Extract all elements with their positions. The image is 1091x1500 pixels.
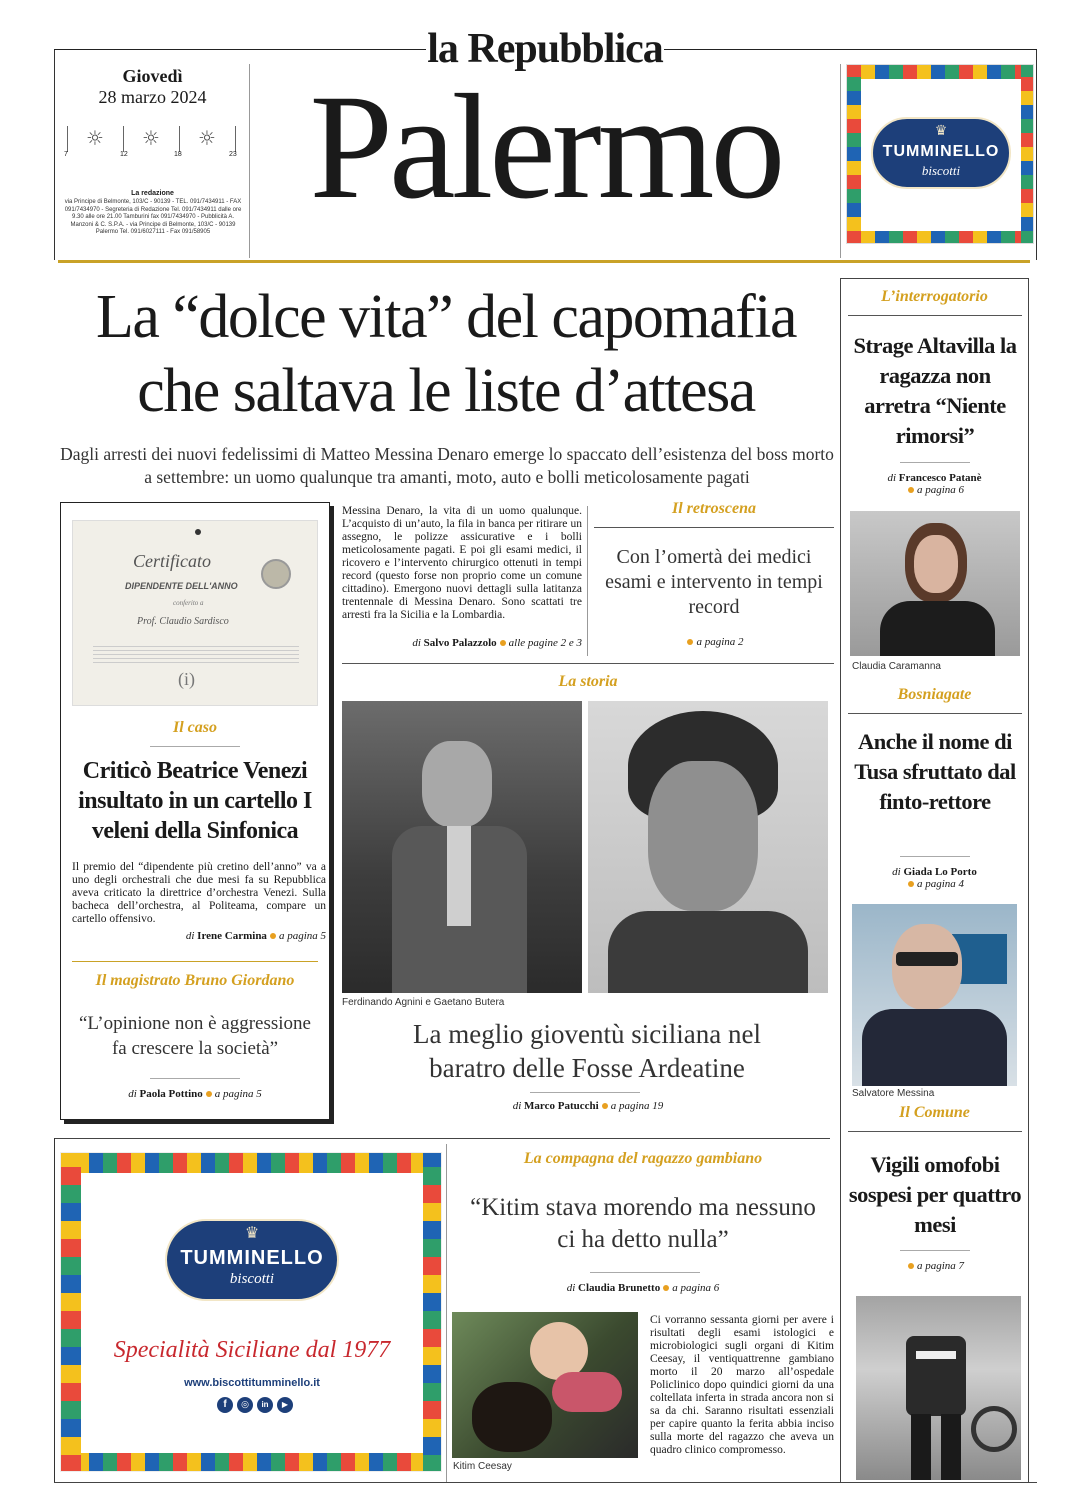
ad-bottom-brand: TUMMINELLO [180,1247,324,1269]
photo-agnini [342,701,582,993]
date-day: Giovedì [122,66,183,86]
sun-icon: ☼ [86,126,104,150]
certificate-title: Certificato [133,551,211,571]
storia-title: La meglio gioventù siciliana nel baratro delle Fosse Ardeatine [413,1019,761,1083]
ad-bottom-sub: biscotti [229,1271,275,1287]
redazione-text: via Principe di Belmonte, 103/C - 90139 - TEL. 091/7434911 - FAX 091/7434970 - Segreteria di Redazione Tel. 091/7434911 dalle ore 9.30 alle ore 21.00 Tamburini fax 091/7434970 - Pubblicità A. Manzoni & C. S.P.A. - via Principe di Belmonte, 103/C - 90139 Palermo Tel. 091/6027111 - Fax 091/58905 [64,199,242,235]
compagna-body: Ci vorranno sessanta giorni per avere i risultati degli esami istologici e microbiologici sugli organi di Kitim Ceesay, il ventiquattrenne gambiano morto il 20 marzo all’ospedale Policlinico dopo quindici giorni da una coltellata inferta in strada ancora non si sa da chi. Saranno risultati essenziali per capire quanto la ferita abbia inciso sulla morte del ragazzo che aveva un quadro clinico compromesso. [650,1314,834,1456]
photo-messina [852,904,1017,1086]
linkedin-icon[interactable]: in [257,1397,273,1413]
certificate-image [72,520,318,706]
comune-byline: a pagina 7 [843,1260,1026,1272]
magistrato-byline: di Paola Pottino a pagina 5 [128,1088,262,1100]
social-icons [217,1397,297,1415]
facebook-icon[interactable]: f [217,1397,233,1413]
seal-icon [261,559,291,589]
ad-bottom-url[interactable]: www.biscottitumminello.it [184,1377,320,1389]
photo-caramanna [850,511,1020,656]
ad-top[interactable] [846,64,1034,244]
interrogatorio-title: Strage Altavilla la ragazza non arretra “Niente rimorsi” [853,333,1017,448]
city-title: Palermo [309,64,782,230]
bosniagate-kicker: Bosniagate [897,686,972,703]
lead-byline: di Salvo Palazzolo alle pagine 2 e 3 [412,637,582,649]
certificate-conferito: conferito a [173,599,204,607]
storia-byline: di Marco Patucchi a pagina 19 [512,1100,664,1112]
magistrato-kicker: Il magistrato Bruno Giordano [95,972,295,989]
interrogatorio-kicker: L’interrogatorio [881,288,988,305]
date: 28 marzo 2024 [98,87,207,107]
sun-icon: ☼ [142,126,160,150]
brand-logo: la Repubblica [427,26,663,72]
compagna-byline: di Claudia Brunetto a pagina 6 [566,1282,720,1294]
ad-bottom-badge [165,1219,339,1301]
weather-hour: 7 [64,151,68,158]
caso-byline: di Irene Carmina a pagina 5 [185,930,326,942]
retroscena-kicker: Il retroscena [672,500,756,517]
retroscena-title: Con l’omertà dei medici esami e intervento in tempi record [605,546,823,618]
storia-kicker: La storia [558,673,618,690]
lead-headline-line-2: che saltava le liste d’attesa [137,357,755,425]
compagna-caption: Kitim Ceesay [453,1461,512,1472]
interrogatorio-byline: di Francesco Patanè a pagina 6 [887,472,982,496]
bosniagate-byline: di Giada Lo Porto a pagina 4 [892,866,977,890]
storia-caption: Ferdinando Agnini e Gaetano Butera [342,997,505,1008]
photo-vigili [856,1296,1021,1480]
caso-kicker: Il caso [173,719,217,736]
weather-hour: 18 [174,151,182,158]
ad-top-sub: biscotti [921,163,961,178]
certificate-mark: (i) [178,669,195,689]
photo-kitim [452,1312,638,1458]
compagna-kicker: La compagna del ragazzo gambiano [523,1150,763,1167]
magistrato-quote: “L’opinione non è aggressione fa crescere la società” [79,1013,311,1059]
sun-icon: ☼ [198,126,216,150]
retroscena-page: a pagina 2 [594,636,834,648]
photo-butera [588,701,828,993]
caso-body: Il premio del “dipendente più cretino dell’anno” va a uno degli orchestrali che due mesi fa su Repubblica aveva criticato la direttrice d’orchestra Venezi. Sulla bacheca dell’orchestra, al Politeama, compare un cartello offensivo. [72,861,326,925]
weather-hour: 23 [229,151,237,158]
ad-bottom[interactable] [60,1152,442,1472]
certificate-name: Prof. Claudio Sardisco [137,616,229,627]
bosniagate-caption: Salvatore Messina [852,1088,935,1099]
crown-icon: ♛ [934,123,948,139]
ad-top-badge [871,117,1011,189]
weather-strip [64,122,244,162]
bosniagate-title: Anche il nome di Tusa sfruttato dal finto-rettore [854,729,1016,814]
lead-deck: Dagli arresti dei nuovi fedelissimi di Matteo Messina Denaro emerge lo spaccato dell’esistenza del boss morto a settembre: un uomo qualunque tra amanti, moto, auto e bolli meticolosamente pagati [60,444,834,487]
ad-bottom-slogan: Specialità Siciliane dal 1977 [113,1337,391,1363]
lead-headline [56,280,836,428]
interrogatorio-caption: Claudia Caramanna [852,661,941,672]
redazione-title: La redazione [131,190,174,197]
ad-top-brand: TUMMINELLO [882,143,1000,160]
youtube-icon[interactable]: ▶ [277,1397,293,1413]
weather-hour: 12 [120,151,128,158]
comune-title: Vigili omofobi sospesi per quattro mesi [848,1152,1022,1237]
instagram-icon[interactable]: ◎ [237,1397,253,1413]
crown-icon: ♛ [244,1223,260,1242]
compagna-quote: “Kitim stava morendo ma nessuno ci ha detto nulla” [470,1194,816,1253]
caso-title: Criticò Beatrice Venezi insultato in un cartello I veleni della Sinfonica [78,758,312,844]
lead-headline-line-1: La “dolce vita” del capomafia [95,283,797,351]
certificate-subtitle: DIPENDENTE DELL'ANNO [125,581,238,591]
comune-kicker: Il Comune [899,1104,970,1121]
lead-body: Messina Denaro, la vita di un uomo qualunque. L’acquisto di un’auto, la fila in banca per ritirare un assegno, le polizze assicurative e i bolli meticolosamente pagati. E poi gli esami medici, il ricovero e l’intervento chirurgico ottenuti in tempi record (questo forse non proprio come un comune cittadino). Emergono nuovi dettagli sulla latitanza trentennale di Messina Denaro. Sono scattati tre arresti fra la Sicilia e la Lombardia. [342,505,582,621]
